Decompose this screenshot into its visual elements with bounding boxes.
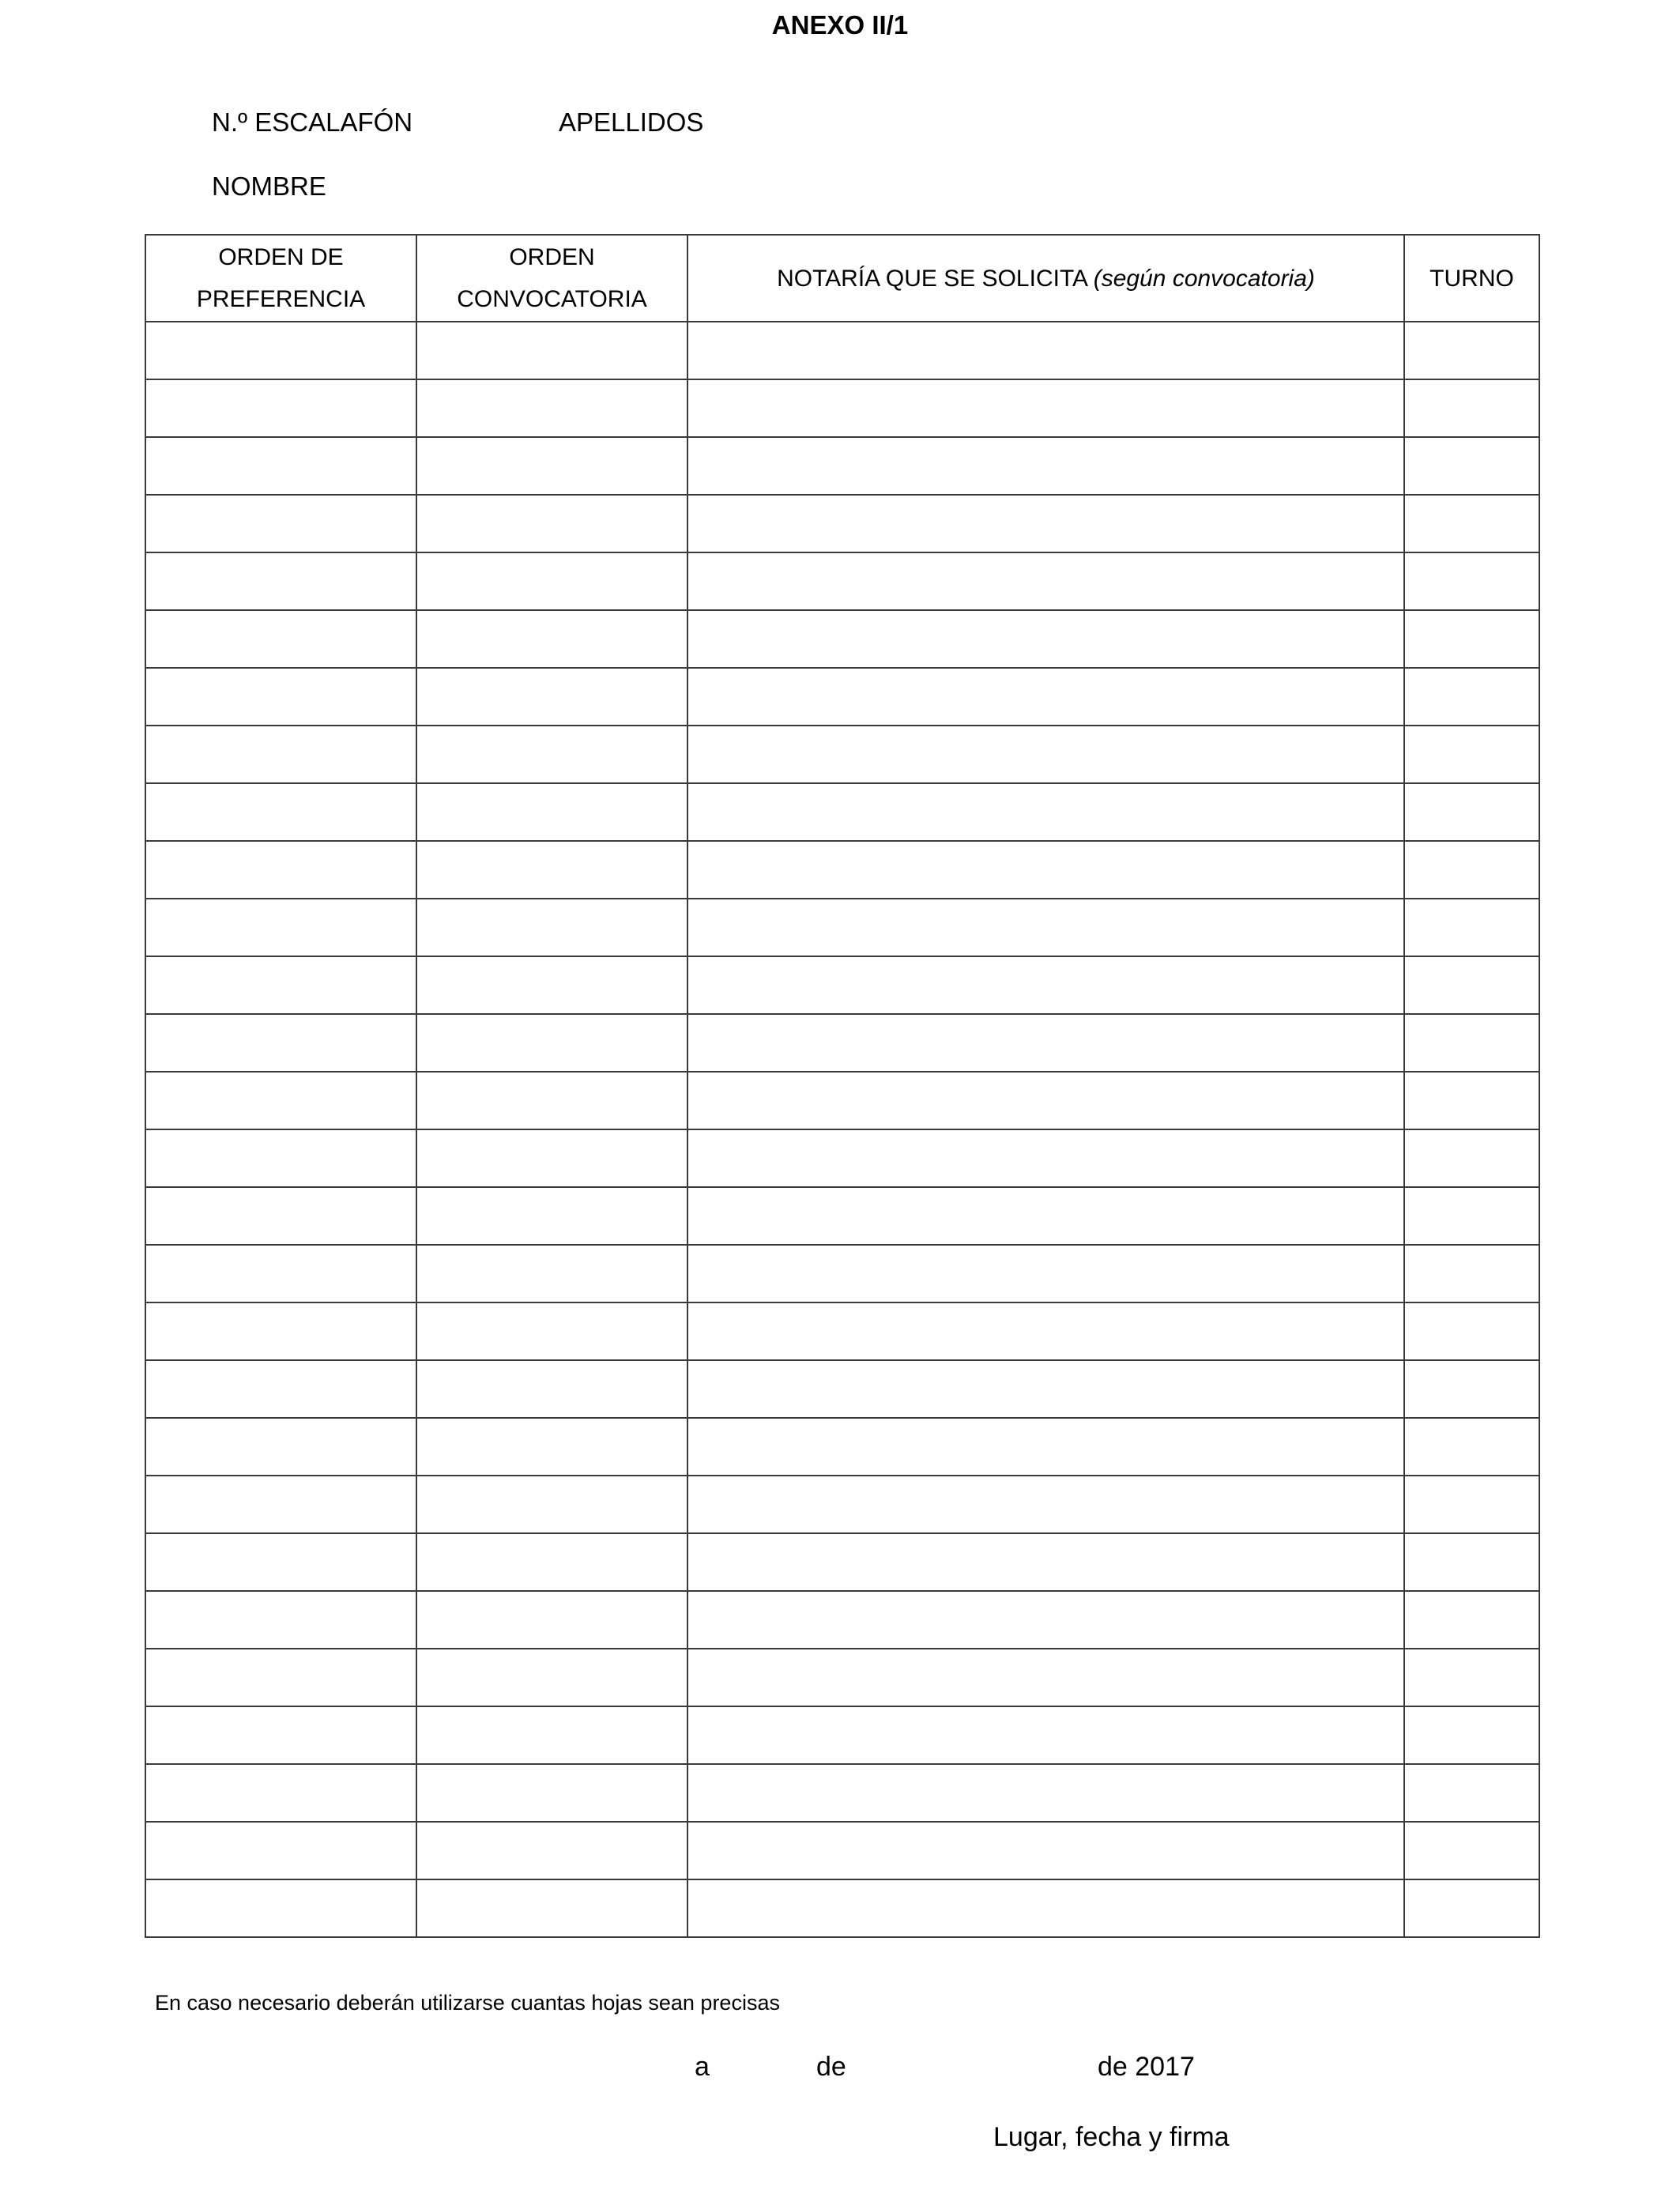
cell-notaria[interactable] [687,610,1404,668]
cell-orden-preferencia[interactable] [145,1245,416,1302]
table-row [145,783,1539,841]
table-row [145,1706,1539,1764]
cell-orden-preferencia[interactable] [145,1822,416,1879]
cell-orden-preferencia[interactable] [145,1706,416,1764]
cell-orden-preferencia[interactable] [145,1302,416,1360]
cell-notaria[interactable] [687,1591,1404,1649]
cell-orden-preferencia[interactable] [145,726,416,783]
cell-notaria[interactable] [687,1245,1404,1302]
table-row [145,1822,1539,1879]
table-row [145,1879,1539,1937]
cell-turno[interactable] [1404,1649,1539,1706]
cell-notaria[interactable] [687,1129,1404,1187]
cell-notaria[interactable] [687,1879,1404,1937]
cell-notaria[interactable] [687,668,1404,726]
cell-turno[interactable] [1404,1187,1539,1245]
cell-orden-convocatoria[interactable] [416,1591,687,1649]
table-row [145,610,1539,668]
cell-orden-convocatoria[interactable] [416,1418,687,1476]
cell-orden-convocatoria[interactable] [416,1649,687,1706]
escalafon-label: N.º ESCALAFÓN [212,107,413,137]
cell-turno[interactable] [1404,1245,1539,1302]
cell-notaria[interactable] [687,1014,1404,1072]
cell-orden-convocatoria[interactable] [416,1187,687,1245]
header-turno-label: TURNO [1430,265,1514,292]
cell-orden-preferencia[interactable] [145,956,416,1014]
table-row [145,899,1539,956]
header-orden-preferencia [145,235,416,322]
cell-notaria[interactable] [687,956,1404,1014]
cell-orden-convocatoria[interactable] [416,1245,687,1302]
cell-orden-convocatoria[interactable] [416,1764,687,1822]
document-title: ANEXO II/1 [771,10,909,40]
cell-turno[interactable] [1404,668,1539,726]
cell-orden-preferencia[interactable] [145,1014,416,1072]
table-row [145,668,1539,726]
cell-orden-preferencia[interactable] [145,495,416,552]
cell-notaria[interactable] [687,1706,1404,1764]
table-row [145,1302,1539,1360]
cell-orden-convocatoria[interactable] [416,437,687,495]
cell-notaria[interactable] [687,322,1404,379]
cell-turno[interactable] [1404,1764,1539,1822]
cell-notaria[interactable] [687,783,1404,841]
cell-orden-preferencia[interactable] [145,783,416,841]
cell-turno[interactable] [1404,1360,1539,1418]
cell-orden-convocatoria[interactable] [416,841,687,899]
table-row [145,1072,1539,1129]
cell-turno[interactable] [1404,1591,1539,1649]
table-row [145,1360,1539,1418]
date-de-2017: de 2017 [1098,2052,1195,2082]
cell-turno[interactable] [1404,1476,1539,1533]
cell-orden-preferencia[interactable] [145,1360,416,1418]
cell-orden-preferencia[interactable] [145,1764,416,1822]
cell-turno[interactable] [1404,841,1539,899]
cell-orden-convocatoria[interactable] [416,1533,687,1591]
cell-turno[interactable] [1404,783,1539,841]
cell-turno[interactable] [1404,1418,1539,1476]
cell-turno[interactable] [1404,1014,1539,1072]
cell-turno[interactable] [1404,1706,1539,1764]
cell-turno[interactable] [1404,379,1539,437]
cell-orden-convocatoria[interactable] [416,1476,687,1533]
cell-turno[interactable] [1404,1072,1539,1129]
cell-turno[interactable] [1404,437,1539,495]
cell-orden-preferencia[interactable] [145,1072,416,1129]
table-row [145,322,1539,379]
table-header-row [145,235,1539,322]
cell-notaria[interactable] [687,1072,1404,1129]
cell-orden-preferencia[interactable] [145,899,416,956]
signature-label: Lugar, fecha y firma [993,2122,1230,2152]
cell-notaria[interactable] [687,726,1404,783]
cell-orden-preferencia[interactable] [145,1418,416,1476]
table-row [145,956,1539,1014]
cell-turno[interactable] [1404,495,1539,552]
cell-orden-preferencia[interactable] [145,1129,416,1187]
header-orden-preferencia-line2: PREFERENCIA [196,286,366,312]
cell-notaria[interactable] [687,1360,1404,1418]
cell-orden-convocatoria[interactable] [416,1072,687,1129]
cell-orden-preferencia[interactable] [145,552,416,610]
cell-notaria[interactable] [687,1822,1404,1879]
cell-orden-convocatoria[interactable] [416,552,687,610]
cell-orden-preferencia[interactable] [145,1476,416,1533]
cell-orden-preferencia[interactable] [145,1649,416,1706]
header-notaria-italic: (según convocatoria) [1093,265,1315,292]
apellidos-label: APELLIDOS [559,107,704,137]
cell-turno[interactable] [1404,1879,1539,1937]
nombre-label: NOMBRE [212,172,326,201]
table-row [145,1418,1539,1476]
cell-notaria[interactable] [687,495,1404,552]
cell-orden-convocatoria[interactable] [416,379,687,437]
cell-turno[interactable] [1404,1533,1539,1591]
cell-orden-convocatoria[interactable] [416,1014,687,1072]
header-notaria-main: NOTARÍA QUE SE SOLICITA [777,265,1087,292]
cell-orden-preferencia[interactable] [145,322,416,379]
header-orden-preferencia-line1: ORDEN DE [218,244,344,270]
cell-notaria[interactable] [687,437,1404,495]
table-row [145,1014,1539,1072]
cell-turno[interactable] [1404,1129,1539,1187]
cell-orden-preferencia[interactable] [145,1533,416,1591]
footer-note: En caso necesario deberán utilizarse cuantas hojas sean precisas [155,1991,780,2015]
table-body [145,322,1539,1937]
cell-notaria[interactable] [687,841,1404,899]
cell-notaria[interactable] [687,899,1404,956]
cell-notaria[interactable] [687,379,1404,437]
date-a: a [695,2052,710,2082]
cell-orden-preferencia[interactable] [145,841,416,899]
table-row [145,495,1539,552]
table-row [145,1591,1539,1649]
cell-notaria[interactable] [687,1649,1404,1706]
cell-orden-preferencia[interactable] [145,1879,416,1937]
cell-turno[interactable] [1404,610,1539,668]
table-row [145,379,1539,437]
cell-orden-preferencia[interactable] [145,437,416,495]
table-row [145,552,1539,610]
header-orden-convocatoria [416,235,687,322]
cell-turno[interactable] [1404,1302,1539,1360]
table-row [145,1129,1539,1187]
cell-orden-convocatoria[interactable] [416,1706,687,1764]
cell-turno[interactable] [1404,956,1539,1014]
header-orden-convocatoria-line1: ORDEN [509,244,595,270]
cell-notaria[interactable] [687,1302,1404,1360]
cell-orden-convocatoria[interactable] [416,1360,687,1418]
date-de-1: de [816,2052,846,2082]
cell-orden-preferencia[interactable] [145,610,416,668]
cell-orden-convocatoria[interactable] [416,668,687,726]
table-row [145,437,1539,495]
cell-turno[interactable] [1404,1822,1539,1879]
header-notaria [687,235,1404,322]
cell-orden-convocatoria[interactable] [416,495,687,552]
cell-notaria[interactable] [687,1418,1404,1476]
table-row [145,1533,1539,1591]
cell-notaria[interactable] [687,552,1404,610]
cell-orden-convocatoria[interactable] [416,322,687,379]
header-orden-convocatoria-line2: CONVOCATORIA [457,286,647,312]
cell-notaria[interactable] [687,1764,1404,1822]
cell-orden-preferencia[interactable] [145,668,416,726]
table-row [145,1245,1539,1302]
cell-turno[interactable] [1404,322,1539,379]
cell-notaria[interactable] [687,1476,1404,1533]
cell-orden-convocatoria[interactable] [416,783,687,841]
cell-notaria[interactable] [687,1187,1404,1245]
cell-orden-preferencia[interactable] [145,379,416,437]
cell-orden-convocatoria[interactable] [416,1302,687,1360]
header-turno [1404,235,1539,322]
cell-orden-preferencia[interactable] [145,1187,416,1245]
table-row [145,726,1539,783]
cell-turno[interactable] [1404,899,1539,956]
table-row [145,1649,1539,1706]
cell-orden-convocatoria[interactable] [416,1129,687,1187]
cell-orden-convocatoria[interactable] [416,610,687,668]
cell-notaria[interactable] [687,1533,1404,1591]
cell-orden-convocatoria[interactable] [416,899,687,956]
cell-orden-convocatoria[interactable] [416,726,687,783]
cell-turno[interactable] [1404,726,1539,783]
cell-orden-preferencia[interactable] [145,1591,416,1649]
table-row [145,841,1539,899]
table-row [145,1187,1539,1245]
cell-orden-convocatoria[interactable] [416,1822,687,1879]
cell-orden-convocatoria[interactable] [416,956,687,1014]
notaria-request-table [145,234,1540,1938]
cell-turno[interactable] [1404,552,1539,610]
table-row [145,1476,1539,1533]
cell-orden-convocatoria[interactable] [416,1879,687,1937]
table-row [145,1764,1539,1822]
